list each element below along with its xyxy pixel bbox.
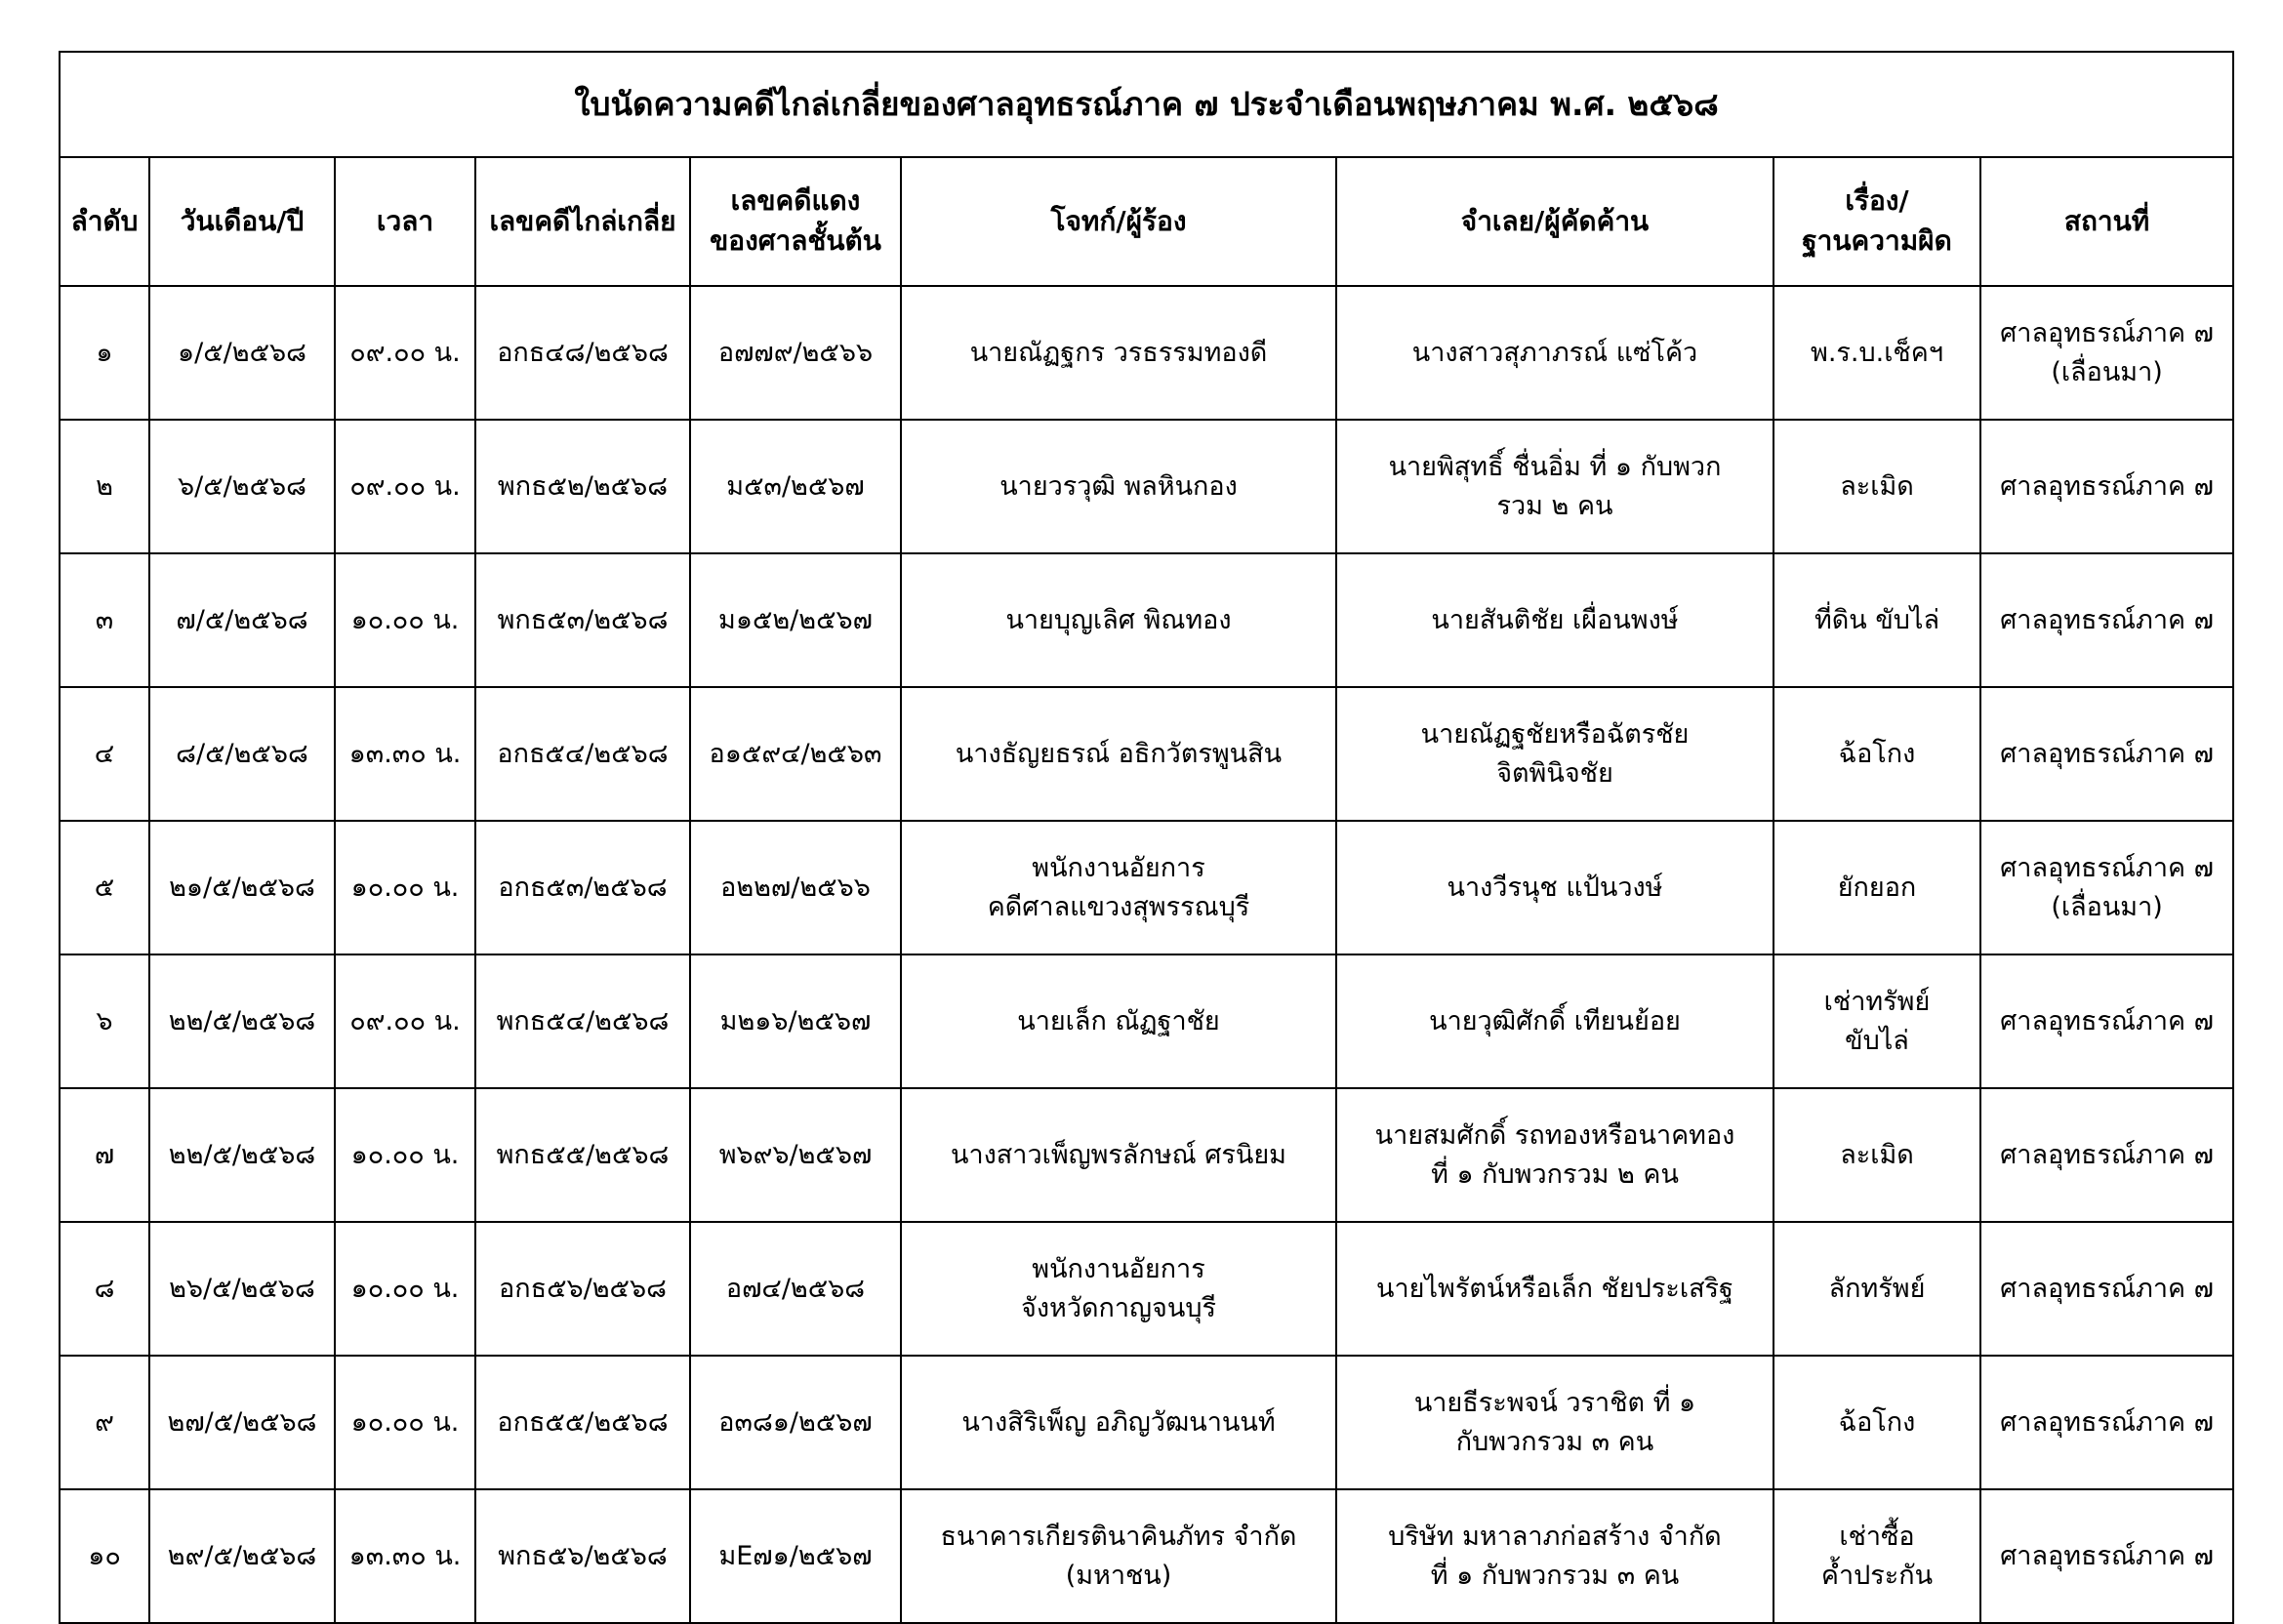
header-date-line: วันเดือน/ปี — [180, 204, 305, 237]
cell-defendant-line: นายสมศักดิ์ รถทองหรือนาคทอง — [1374, 1120, 1735, 1152]
cell-order-line: ๙ — [95, 1406, 114, 1438]
cell-plaintiff-line: นายเล็ก ณัฏฐาชัย — [1017, 1005, 1220, 1036]
cell-plaintiff-line: นางธัญยธรณ์ อธิกวัตรพูนสิน — [955, 738, 1283, 769]
cell-location-line: ศาลอุทธรณ์ภาค ๗ — [2000, 1005, 2214, 1036]
cell-time — [335, 286, 475, 420]
cell-charge-line: ละเมิด — [1840, 1139, 1914, 1170]
cell-plaintiff-line: ธนาคารเกียรตินาคินภัทร จำกัด — [940, 1522, 1297, 1553]
table-row — [60, 286, 2233, 420]
cell-order-line: ๓ — [95, 604, 114, 635]
cell-charge-line: ฉ้อโกง — [1838, 1406, 1916, 1438]
cell-defendant — [1336, 553, 1773, 687]
cell-order — [60, 1222, 149, 1356]
cell-plaintiff-line: นายวรวุฒิ พลหินกอง — [999, 470, 1238, 502]
table-row — [60, 821, 2233, 954]
table-body — [60, 286, 2233, 1623]
cell-charge-line: ค้ำประกัน — [1820, 1560, 1934, 1591]
table-row — [60, 1356, 2233, 1489]
cell-order — [60, 1489, 149, 1623]
header-plaintiff — [901, 157, 1336, 286]
cell-location-line: ศาลอุทธรณ์ภาค ๗ — [2000, 1139, 2214, 1170]
cell-plaintiff — [901, 1088, 1336, 1222]
cell-red-case-no-line: พ๖๙๖/๒๕๖๗ — [718, 1139, 873, 1170]
cell-time — [335, 1356, 475, 1489]
cell-time-line: ๑๐.๐๐ น. — [350, 1406, 460, 1438]
cell-red-case-no-line: ม๒๑๖/๒๕๖๗ — [719, 1005, 872, 1036]
cell-date — [149, 821, 335, 954]
cell-charge — [1773, 1222, 1980, 1356]
cell-mediation-case-no-line: พกธ๕๒/๒๕๖๘ — [497, 470, 669, 502]
header-date — [149, 157, 335, 286]
cell-defendant-line: นายสันติชัย เผื่อนพงษ์ — [1431, 604, 1679, 635]
cell-defendant-line: ที่ ๑ กับพวกรวม ๒ คน — [1431, 1158, 1679, 1190]
cell-location-line: ศาลอุทธรณ์ภาค ๗ — [2000, 738, 2214, 769]
cell-mediation-case-no — [475, 553, 690, 687]
cell-time-line: ๐๙.๐๐ น. — [349, 1005, 461, 1036]
cell-defendant-line: รวม ๒ คน — [1496, 490, 1613, 521]
cell-plaintiff-line: นางสาวเพ็ญพรลักษณ์ ศรนิยม — [951, 1139, 1286, 1170]
cell-mediation-case-no-line: พกธ๕๓/๒๕๖๘ — [497, 604, 669, 635]
cell-mediation-case-no — [475, 1356, 690, 1489]
cell-order — [60, 687, 149, 821]
cell-time — [335, 687, 475, 821]
cell-location — [1980, 286, 2233, 420]
header-defendant-line: จำเลย/ผู้คัดค้าน — [1460, 204, 1650, 237]
cell-charge — [1773, 954, 1980, 1088]
cell-location-line: ศาลอุทธรณ์ภาค ๗ — [2000, 604, 2214, 635]
cell-charge — [1773, 1088, 1980, 1222]
cell-time — [335, 954, 475, 1088]
cell-defendant — [1336, 687, 1773, 821]
cell-defendant — [1336, 821, 1773, 954]
cell-plaintiff-line: พนักงานอัยการ — [1032, 853, 1205, 884]
header-order-line: ลำดับ — [70, 204, 139, 237]
cell-date — [149, 1356, 335, 1489]
header-mediation-case-no-line: เลขคดีไกล่เกลี่ย — [489, 204, 676, 237]
cell-mediation-case-no-line: อกธ๕๕/๒๕๖๘ — [497, 1406, 669, 1438]
cell-plaintiff-line: จังหวัดกาญจนบุรี — [1021, 1292, 1216, 1323]
table-row — [60, 1489, 2233, 1623]
table-row — [60, 553, 2233, 687]
cell-charge — [1773, 420, 1980, 553]
table-row — [60, 1088, 2233, 1222]
header-charge — [1773, 157, 1980, 286]
cell-location-line: (เลื่อนมา) — [2051, 356, 2163, 387]
cell-location — [1980, 420, 2233, 553]
cell-location — [1980, 1489, 2233, 1623]
cell-location — [1980, 687, 2233, 821]
cell-time — [335, 553, 475, 687]
cell-plaintiff — [901, 1356, 1336, 1489]
cell-order-line: ๒ — [96, 470, 113, 502]
cell-defendant-line: กับพวกรวม ๓ คน — [1455, 1426, 1654, 1457]
header-red-case-no — [690, 157, 901, 286]
cell-defendant-line: นายไพรัตน์หรือเล็ก ชัยประเสริฐ — [1376, 1273, 1733, 1304]
cell-charge-line: ขับไล่ — [1845, 1025, 1909, 1056]
cell-order-line: ๕ — [94, 872, 115, 903]
cell-order-line: ๖ — [96, 1005, 113, 1036]
cell-time-line: ๐๙.๐๐ น. — [349, 337, 461, 368]
header-location — [1980, 157, 2233, 286]
cell-mediation-case-no — [475, 1222, 690, 1356]
cell-charge-line: ลักทรัพย์ — [1828, 1273, 1926, 1304]
header-charge-line: เรื่อง/ — [1845, 184, 1909, 218]
cell-red-case-no — [690, 821, 901, 954]
cell-red-case-no — [690, 1489, 901, 1623]
cell-defendant — [1336, 1222, 1773, 1356]
cell-charge-line: เช่าซื้อ — [1839, 1522, 1915, 1553]
cell-time-line: ๑๐.๐๐ น. — [350, 604, 460, 635]
table-header-row — [60, 157, 2233, 286]
cell-location — [1980, 1222, 2233, 1356]
cell-plaintiff — [901, 954, 1336, 1088]
cell-charge-line: ละเมิด — [1840, 470, 1914, 502]
cell-time — [335, 1489, 475, 1623]
cell-order-line: ๑๐ — [88, 1540, 121, 1571]
cell-time — [335, 1222, 475, 1356]
cell-date-line: ๒๙/๕/๒๕๖๘ — [167, 1540, 317, 1571]
cell-defendant-line: บริษัท มหาลาภก่อสร้าง จำกัด — [1388, 1522, 1722, 1553]
cell-date — [149, 687, 335, 821]
cell-order — [60, 954, 149, 1088]
cell-plaintiff — [901, 286, 1336, 420]
cell-defendant — [1336, 420, 1773, 553]
cell-defendant-line: นายวุฒิศักดิ์ เทียนย้อย — [1429, 1005, 1681, 1036]
header-red-case-no-line: เลขคดีแดง — [730, 184, 861, 218]
cell-charge-line: ที่ดิน ขับไล่ — [1814, 604, 1940, 635]
cell-order — [60, 420, 149, 553]
cell-plaintiff-line: นายณัฏฐกร วรธรรมทองดี — [969, 337, 1268, 368]
cell-red-case-no — [690, 1088, 901, 1222]
cell-mediation-case-no — [475, 821, 690, 954]
cell-date — [149, 954, 335, 1088]
cell-order — [60, 1356, 149, 1489]
cell-date-line: ๑/๕/๒๕๖๘ — [178, 337, 306, 368]
header-charge-line: ฐานความผิด — [1802, 224, 1952, 257]
cell-date-line: ๗/๕/๒๕๖๘ — [176, 604, 308, 635]
cell-red-case-no-line: อ๗๗๙/๒๕๖๖ — [717, 337, 874, 368]
cell-mediation-case-no — [475, 1088, 690, 1222]
cell-date-line: ๒๗/๕/๒๕๖๘ — [167, 1406, 317, 1438]
cell-mediation-case-no-line: อกธ๕๓/๒๕๖๘ — [498, 872, 668, 903]
header-red-case-no-line: ของศาลชั้นต้น — [710, 224, 881, 257]
cell-order — [60, 1088, 149, 1222]
cell-red-case-no — [690, 553, 901, 687]
cell-plaintiff — [901, 1222, 1336, 1356]
cell-time-line: ๑๐.๐๐ น. — [350, 872, 460, 903]
header-plaintiff-line: โจทก์/ผู้ร้อง — [1050, 204, 1187, 237]
cell-mediation-case-no — [475, 420, 690, 553]
cell-charge-line: เช่าทรัพย์ — [1823, 987, 1931, 1018]
header-time-line: เวลา — [376, 204, 434, 237]
cell-red-case-no — [690, 286, 901, 420]
cell-location — [1980, 821, 2233, 954]
cell-date-line: ๖/๕/๒๕๖๘ — [178, 470, 306, 502]
cell-location-line: ศาลอุทธรณ์ภาค ๗ — [2000, 853, 2214, 884]
cell-order-line: ๗ — [94, 1139, 115, 1170]
cell-order-line: ๔ — [94, 738, 115, 769]
cell-time — [335, 420, 475, 553]
cell-red-case-no — [690, 1222, 901, 1356]
cell-mediation-case-no-line: อกธ๕๖/๒๕๖๘ — [499, 1273, 667, 1304]
cell-defendant — [1336, 1356, 1773, 1489]
schedule-sheet — [59, 51, 2232, 1624]
cell-plaintiff — [901, 553, 1336, 687]
cell-time-line: ๐๙.๐๐ น. — [349, 470, 461, 502]
cell-date-line: ๒๑/๕/๒๕๖๘ — [169, 872, 315, 903]
cell-plaintiff — [901, 1489, 1336, 1623]
cell-red-case-no-line: อ๒๒๗/๒๕๖๖ — [720, 872, 871, 903]
cell-charge — [1773, 1489, 1980, 1623]
cell-plaintiff-line: (มหาชน) — [1065, 1560, 1172, 1591]
table-row — [60, 687, 2233, 821]
header-defendant — [1336, 157, 1773, 286]
cell-red-case-no-line: อ๓๘๑/๒๕๖๗ — [718, 1406, 873, 1438]
cell-defendant-line: นางวีรนุช แป้นวงษ์ — [1447, 872, 1663, 903]
cell-time — [335, 821, 475, 954]
cell-mediation-case-no-line: อกธ๕๔/๒๕๖๘ — [497, 738, 669, 769]
cell-time-line: ๑๐.๐๐ น. — [350, 1273, 460, 1304]
cell-location-line: ศาลอุทธรณ์ภาค ๗ — [2000, 318, 2214, 349]
cell-order — [60, 286, 149, 420]
cell-location-line: ศาลอุทธรณ์ภาค ๗ — [2000, 1273, 2214, 1304]
cell-mediation-case-no-line: พกธ๕๔/๒๕๖๘ — [496, 1005, 670, 1036]
cell-mediation-case-no-line: พกธ๕๕/๒๕๖๘ — [496, 1139, 670, 1170]
cell-date — [149, 553, 335, 687]
table-row — [60, 954, 2233, 1088]
cell-defendant-line: นายพิสุทธิ์ ชื่นอิ่ม ที่ ๑ กับพวก — [1388, 452, 1722, 483]
cell-red-case-no — [690, 1356, 901, 1489]
cell-defendant-line: จิตพินิจชัย — [1496, 757, 1613, 789]
cell-plaintiff-line: พนักงานอัยการ — [1032, 1254, 1205, 1285]
cell-order — [60, 553, 149, 687]
cell-location-line: ศาลอุทธรณ์ภาค ๗ — [2000, 1406, 2214, 1438]
table-row — [60, 1222, 2233, 1356]
cell-plaintiff-line: นายบุญเลิศ พิณทอง — [1005, 604, 1232, 635]
cell-red-case-no — [690, 954, 901, 1088]
cell-time-line: ๑๐.๐๐ น. — [350, 1139, 460, 1170]
cell-red-case-no — [690, 687, 901, 821]
cell-mediation-case-no — [475, 1489, 690, 1623]
cell-charge — [1773, 286, 1980, 420]
cell-charge-line: ฉ้อโกง — [1838, 738, 1916, 769]
cell-defendant — [1336, 1489, 1773, 1623]
cell-red-case-no-line: มE๗๑/๒๕๖๗ — [718, 1540, 873, 1571]
cell-location-line: ศาลอุทธรณ์ภาค ๗ — [2000, 470, 2214, 502]
cell-defendant — [1336, 1088, 1773, 1222]
cell-charge-line: ยักยอก — [1837, 872, 1917, 903]
header-mediation-case-no — [475, 157, 690, 286]
cell-mediation-case-no — [475, 954, 690, 1088]
cell-mediation-case-no-line: อกธ๔๘/๒๕๖๘ — [497, 337, 669, 368]
cell-mediation-case-no — [475, 286, 690, 420]
cell-time-line: ๑๓.๓๐ น. — [348, 738, 462, 769]
cell-date-line: ๒๖/๕/๒๕๖๘ — [169, 1273, 315, 1304]
cell-defendant-line: ที่ ๑ กับพวกรวม ๓ คน — [1430, 1560, 1680, 1591]
cell-time — [335, 1088, 475, 1222]
cell-date — [149, 286, 335, 420]
cell-defendant — [1336, 954, 1773, 1088]
cell-date — [149, 1222, 335, 1356]
table-row — [60, 420, 2233, 553]
cell-red-case-no-line: อ๗๔/๒๕๖๘ — [725, 1273, 866, 1304]
cell-mediation-case-no — [475, 687, 690, 821]
cell-location-line: ศาลอุทธรณ์ภาค ๗ — [2000, 1540, 2214, 1571]
cell-plaintiff-line: คดีศาลแขวงสุพรรณบุรี — [987, 891, 1250, 922]
schedule-table — [59, 51, 2234, 1624]
cell-charge-line: พ.ร.บ.เช็คฯ — [1811, 337, 1943, 368]
cell-date-line: ๒๒/๕/๒๕๖๘ — [168, 1005, 316, 1036]
cell-charge — [1773, 821, 1980, 954]
cell-red-case-no-line: ม๑๕๒/๒๕๖๗ — [718, 604, 873, 635]
cell-location — [1980, 1356, 2233, 1489]
header-order — [60, 157, 149, 286]
cell-defendant-line: นายณัฏฐชัยหรือฉัตรชัย — [1420, 719, 1690, 751]
cell-plaintiff-line: นางสิริเพ็ญ อภิญวัฒนานนท์ — [961, 1406, 1276, 1438]
cell-location — [1980, 954, 2233, 1088]
cell-date — [149, 1088, 335, 1222]
cell-date-line: ๒๒/๕/๒๕๖๘ — [168, 1139, 316, 1170]
cell-charge — [1773, 553, 1980, 687]
cell-order-line: ๘ — [94, 1273, 115, 1304]
cell-order — [60, 821, 149, 954]
cell-defendant-line: นางสาวสุภาภรณ์ แซ่โค้ว — [1411, 337, 1698, 368]
cell-plaintiff — [901, 687, 1336, 821]
cell-red-case-no-line: อ๑๕๙๔/๒๕๖๓ — [709, 738, 882, 769]
cell-charge — [1773, 687, 1980, 821]
cell-defendant-line: นายธีระพจน์ วราชิต ที่ ๑ — [1413, 1388, 1696, 1419]
cell-red-case-no — [690, 420, 901, 553]
cell-location — [1980, 1088, 2233, 1222]
cell-red-case-no-line: ม๕๓/๒๕๖๗ — [726, 470, 865, 502]
cell-order-line: ๑ — [96, 337, 113, 368]
cell-location-line: (เลื่อนมา) — [2051, 891, 2163, 922]
cell-location — [1980, 553, 2233, 687]
cell-plaintiff — [901, 420, 1336, 553]
cell-plaintiff — [901, 821, 1336, 954]
cell-defendant — [1336, 286, 1773, 420]
cell-date — [149, 420, 335, 553]
header-time — [335, 157, 475, 286]
cell-mediation-case-no-line: พกธ๕๖/๒๕๖๘ — [498, 1540, 668, 1571]
cell-time-line: ๑๓.๓๐ น. — [348, 1540, 462, 1571]
header-location-line: สถานที่ — [2063, 204, 2150, 237]
cell-date-line: ๘/๕/๒๕๖๘ — [176, 738, 308, 769]
document-title: ใบนัดความคดีไกล่เกลี่ยของศาลอุทธรณ์ภาค ๗ ประจำเดือนพฤษภาคม พ.ศ. ๒๕๖๘ — [60, 52, 2233, 157]
cell-date — [149, 1489, 335, 1623]
cell-charge — [1773, 1356, 1980, 1489]
